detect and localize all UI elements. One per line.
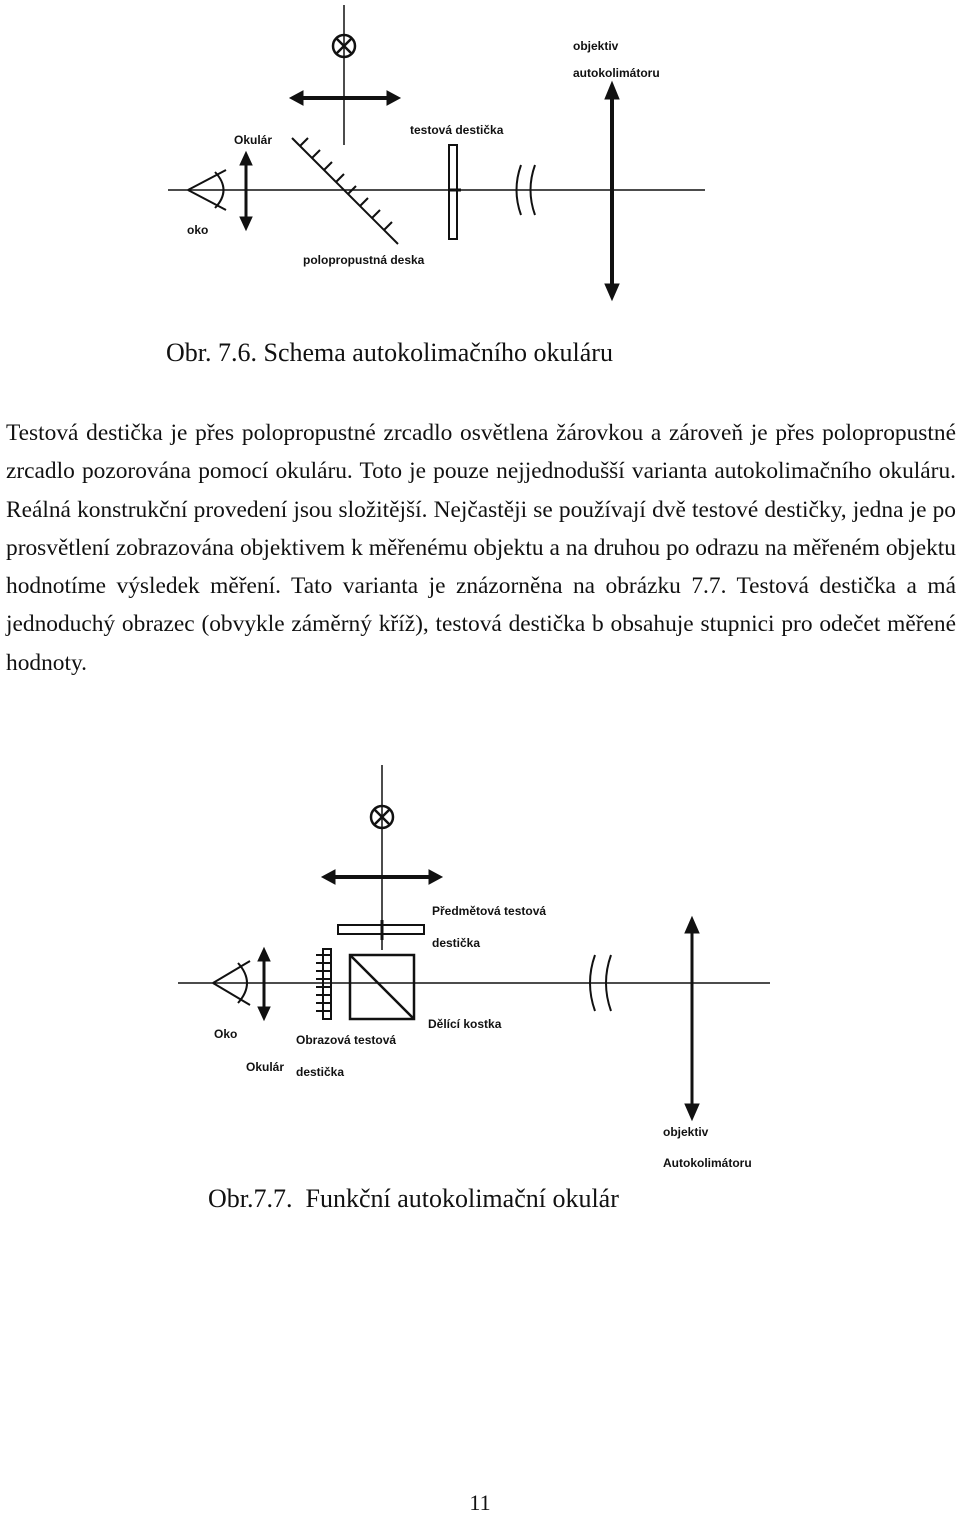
label-image-plate-line2: destička bbox=[296, 1065, 345, 1079]
page-number: 11 bbox=[469, 1490, 491, 1515]
eyepiece-lens bbox=[258, 948, 270, 1020]
label-eye: oko bbox=[187, 223, 209, 237]
beam-splitter-cube bbox=[350, 955, 414, 1019]
label-test-plate: testová destička bbox=[410, 123, 504, 137]
label-cube: Dělící kostka bbox=[428, 1017, 502, 1031]
figure-1-autocollimating-eyepiece-schema bbox=[0, 0, 960, 310]
label-object-plate-line2: destička bbox=[432, 936, 481, 950]
objective-lens bbox=[685, 917, 699, 1120]
figure-2-caption: Obr.7.7. Funkční autokolimační okulár bbox=[208, 1184, 619, 1213]
objective-lens bbox=[605, 82, 619, 300]
condenser-lens bbox=[290, 91, 400, 105]
image-test-plate bbox=[316, 949, 331, 1019]
label-objective-line2: Autokolimátoru bbox=[663, 1156, 752, 1170]
label-objective-line1: objektiv bbox=[573, 39, 619, 53]
label-beamsplitter: polopropustná deska bbox=[303, 253, 425, 267]
body-paragraph: Testová destička je přes polopropustné zrcadlo osvětlena žárovkou a zároveň je přes polopropustné zrcadlo pozorována pomocí okuláru. Toto je pouze nejjednodušší varianta autokolimačního okuláru. Reálná konstrukční provedení jsou složitější. Nejčastěji se používají dvě testové destičky, jedna je po prosvětlení zobrazována objektivem k měřenému objektu a na druhou po odrazu na měřeném objektu hodnotíme výsledek měření. Tato varianta je znázorněna na obrázku 7.7. Testová destička a má jednoduchý obrazec (obvykle záměrný kříž), testová destička b obsahuje stupnici pro odečet měřené hodnoty. bbox=[6, 420, 956, 676]
object-test-plate bbox=[338, 920, 424, 940]
label-objective-line1: objektiv bbox=[663, 1125, 709, 1139]
test-plate bbox=[449, 145, 461, 239]
label-eyepiece: Okulár bbox=[246, 1060, 285, 1074]
label-eye: Oko bbox=[214, 1027, 238, 1041]
label-objective-line2: autokolimátoru bbox=[573, 66, 660, 80]
label-object-plate-line1: Předmětová testová bbox=[432, 904, 547, 918]
eyepiece-lens bbox=[240, 152, 252, 230]
figure-1-caption: Obr. 7.6. Schema autokolimačního okuláru bbox=[166, 338, 613, 367]
beamsplitter-plate bbox=[292, 138, 398, 244]
figure-2-functional-autocollimating-eyepiece bbox=[0, 760, 960, 1180]
label-eyepiece: Okulár bbox=[234, 133, 273, 147]
label-image-plate-line1: Obrazová testová bbox=[296, 1033, 397, 1047]
